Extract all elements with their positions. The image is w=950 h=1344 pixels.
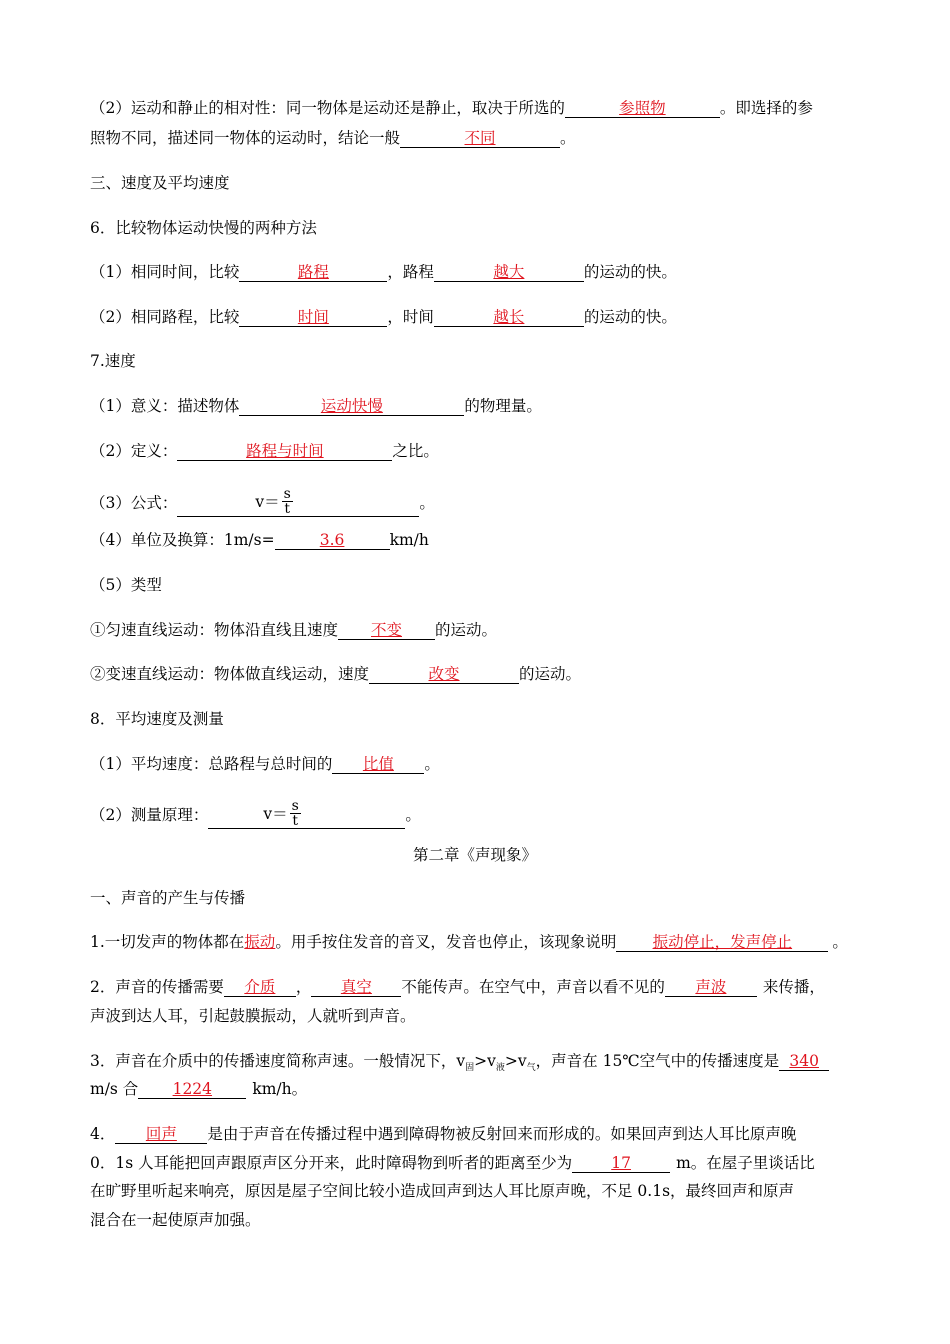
text-line: （2）定义： 路程与时间 之比。 [90, 442, 439, 460]
formula-line: （2）测量原理： v＝ $\frac{s}{t}$ 。 [90, 784, 421, 828]
answer-blank: 越大 [434, 263, 584, 282]
text-line: 1.一切发声的物体都在振动。用手按住发音的音叉，发音也停止，该现象说明 振动停止，发声停止 。 [90, 933, 848, 951]
chapter-title: 第二章《声现象》 [412, 846, 537, 864]
text-line: 3．声音在介质中的传播速度简称声速。一般情况下，$v_固>v_液>v_气$，声音在 15℃空气中的传播速度是 340 [90, 1051, 829, 1078]
text-line: 声波到达人耳，引起鼓膜振动，人就听到声音。 [90, 1007, 416, 1025]
answer-blank: 比值 [332, 755, 424, 774]
text-line: （2）运动和静止的相对性：同一物体是运动还是静止，取决于所选的 参照物 。即选择的参 [90, 99, 813, 117]
text-line: ①匀速直线运动：物体沿直线且速度 不变 的运动。 [90, 621, 498, 639]
section-heading: 一、声音的产生与传播 [90, 889, 246, 907]
text-line: （1）意义：描述物体 运动快慢 的物理量。 [90, 397, 542, 415]
fraction: $\frac{s}{t}$ [291, 798, 299, 829]
text-line: （1）平均速度：总路程与总时间的 比值 。 [90, 755, 440, 773]
text-line: 4． 回声 是由于声音在传播过程中遇到障碍物被反射回来而形成的。如果回声到达人耳比原声晚 [90, 1125, 797, 1143]
text-line: 照物不同，描述同一物体的运动时，结论一般 不同 。 [90, 129, 576, 147]
answer-blank: 路程 [239, 263, 387, 282]
text-line: m/s 合 1224 km/h。 [90, 1080, 308, 1098]
text-line: （5）类型 [90, 576, 162, 594]
answer-blank: 路程与时间 [177, 442, 392, 461]
answer-blank: 不同 [400, 129, 560, 148]
answer-blank: 回声 [115, 1125, 207, 1144]
formula-blank: v＝ $\frac{s}{t}$ [208, 784, 405, 829]
answer-blank: 参照物 [565, 99, 720, 118]
answer-blank: 声波 [665, 978, 757, 997]
formula-blank: v＝ $\frac{s}{t}$ [177, 472, 419, 517]
answer-blank: 振动停止，发声停止 [616, 933, 828, 952]
text-line: 在旷野里听起来响亮，原因是屋子空间比较小造成回声到达人耳比原声晚，不足 0.1s，最终回声和原声 [90, 1182, 795, 1200]
text-line: 混合在一起使原声加强。 [90, 1211, 261, 1229]
text-line: （1）相同时间，比较 路程 ，路程 越大 的运动的快。 [90, 263, 677, 281]
formula-line: （3）公式： v＝ $\frac{s}{t}$ 。 [90, 472, 435, 516]
text-line: 0．1s 人耳能把回声跟原声区分开来，此时障碍物到听者的距离至少为 17 m。在屋子里谈话比 [90, 1154, 815, 1172]
answer-blank: 介质 [224, 978, 296, 997]
text-line: （2）相同路程，比较 时间 ，时间 越长 的运动的快。 [90, 308, 677, 326]
answer-blank: 越长 [434, 308, 584, 327]
answer-blank: 不变 [338, 621, 435, 640]
answer-blank: 真空 [311, 978, 401, 997]
section-heading: 三、速度及平均速度 [90, 174, 230, 192]
answer-blank: 340 [779, 1052, 829, 1071]
question-title: 6．比较物体运动快慢的两种方法 [90, 219, 317, 237]
question-title: 8．平均速度及测量 [90, 710, 224, 728]
answer-blank: 3.6 [275, 531, 390, 550]
text-line: ②变速直线运动：物体做直线运动，速度 改变 的运动。 [90, 665, 582, 683]
answer-blank: 运动快慢 [239, 397, 464, 416]
answer-blank: 1224 [138, 1080, 246, 1099]
question-title: 7.速度 [90, 352, 136, 370]
answer-blank: 改变 [369, 665, 519, 684]
answer-blank: 17 [572, 1154, 670, 1173]
text-line: （4）单位及换算：1m/s= 3.6 km/h [90, 531, 429, 549]
fraction: $\frac{s}{t}$ [283, 486, 291, 517]
text-line: 2．声音的传播需要 介质 ， 真空 不能传声。在空气中，声音以看不见的 声波 来传播， [90, 978, 825, 996]
answer-blank: 时间 [239, 308, 387, 327]
